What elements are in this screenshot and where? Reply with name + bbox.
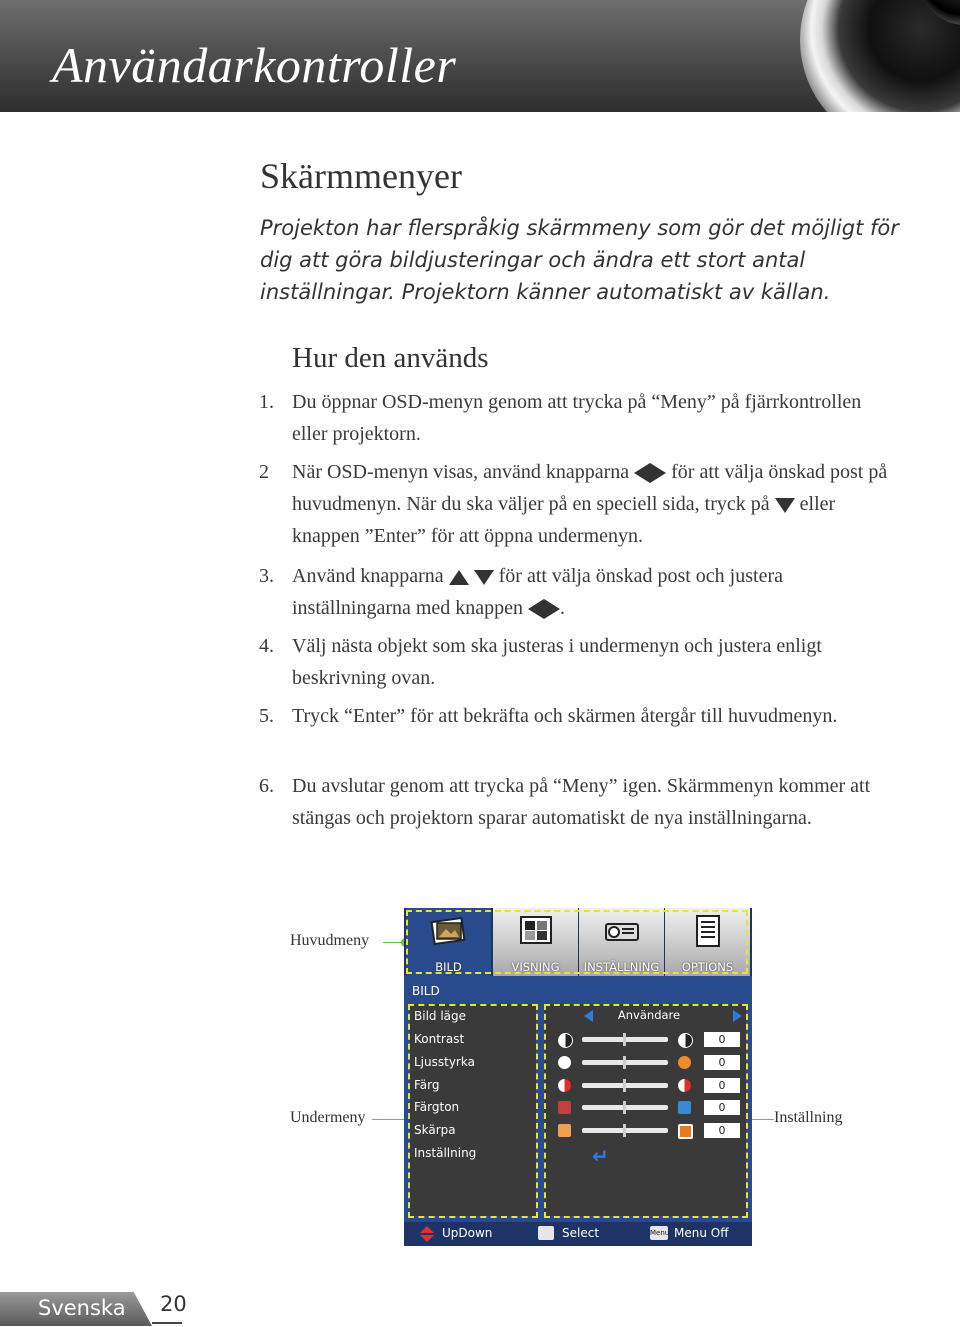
left-arrow-icon (528, 599, 544, 619)
projector-lens-image (800, 0, 960, 112)
menu-key-icon: Menu (650, 1226, 668, 1240)
step-text: Du öppnar OSD-menyn genom att trycka på “Meny” på fjärrkontrollen eller projektorn. (292, 391, 862, 445)
submenu-item[interactable]: Färgton (414, 1100, 460, 1114)
submenu-item[interactable]: Bild läge (414, 1009, 467, 1023)
left-arrow-icon (634, 463, 650, 483)
lens-center (920, 0, 960, 25)
step-text: Du avslutar genom att trycka på “Meny” igen. Skärmmenyn kommer att stängas och projektorn sparar automatiskt de nya inställningarna. (292, 775, 871, 829)
right-arrow-icon (650, 463, 666, 483)
step-3 (259, 560, 899, 624)
step-text (292, 560, 897, 624)
footer-updown-label: UpDown (442, 1226, 493, 1240)
down-arrow-icon (775, 498, 795, 513)
subsection-title: Hur den används (292, 342, 489, 374)
setting-value: 0 (704, 1100, 740, 1115)
step-6 (259, 770, 899, 866)
footer-select-label: Select (562, 1226, 600, 1240)
step-text: Välj nästa objekt som ska justeras i undermenyn och justera enligt beskrivning ovan. (292, 635, 822, 689)
submenu-item[interactable]: Skärpa (414, 1123, 456, 1137)
step-text-part: för att välja önskad post och justera inställningarna med knappen (292, 565, 783, 619)
step-number: 5. (259, 705, 274, 727)
step-2 (259, 456, 899, 556)
tab-label: VISNING (511, 960, 560, 974)
step-text-part: Använd knapparna (292, 565, 444, 587)
osd-tab-bar (404, 908, 752, 976)
setting-value: 0 (704, 1055, 740, 1070)
enter-key-icon (538, 1226, 554, 1240)
language-label: Svenska (38, 1296, 126, 1320)
step-number: 3. (259, 565, 274, 587)
step-4 (259, 630, 899, 694)
setting-value: 0 (704, 1078, 740, 1093)
tab-label: INSTÄLLNING (583, 960, 660, 974)
footer-menu-off-label: Menu Off (674, 1226, 729, 1240)
callout-submenu: Undermeny (290, 1109, 366, 1126)
tab-label: BILD (435, 960, 462, 974)
submenu-highlight (408, 1004, 538, 1218)
setting-highlight (544, 1004, 748, 1218)
step-1 (259, 386, 899, 450)
step-text-part: . (560, 597, 566, 619)
submenu-item[interactable]: Kontrast (414, 1032, 465, 1046)
submenu-header: BILD (412, 984, 440, 998)
page-number-rule (152, 1322, 182, 1324)
step-text: Tryck “Enter” för att bekräfta och skärmen återgår till huvudmenyn. (292, 705, 838, 727)
step-text-part: eller knappen ”Enter” för att öppna undermenyn. (292, 493, 836, 547)
osd-menu-screenshot (404, 908, 752, 1246)
intro-paragraph: Projekton har flerspråkig skärmmeny som gör det möjligt för dig att göra bildjusteringar och ändra ett stort antal inställningar. Projektorn känner automatiskt av källan. (260, 216, 899, 304)
updown-icon (420, 1226, 434, 1242)
submenu-item[interactable]: Färg (414, 1078, 440, 1092)
step-text (292, 456, 897, 552)
step-number: 6. (259, 775, 274, 797)
submenu-item[interactable]: Ljusstyrka (414, 1055, 475, 1069)
section-title: Skärmmenyer (260, 156, 462, 196)
page-header (0, 0, 960, 112)
main-menu-highlight (406, 910, 748, 974)
down-arrow-icon (474, 570, 494, 585)
up-arrow-icon (449, 570, 469, 585)
step-number: 2 (259, 461, 269, 483)
page-header-title: Användarkontroller (52, 37, 457, 93)
step-number: 4. (259, 635, 274, 657)
osd-footer-bar (404, 1222, 752, 1246)
picture-mode-value: Användare (617, 1008, 681, 1022)
setting-value: 0 (704, 1032, 740, 1047)
setting-value: 0 (704, 1123, 740, 1138)
callout-main-menu: Huvudmeny (290, 932, 370, 949)
step-text-part: för att välja önskad post på huvudmenyn. När du ska väljer på en speciell sida, tryck på (292, 461, 888, 515)
right-arrow-icon (544, 599, 560, 619)
step-number: 1. (259, 391, 274, 413)
enter-icon[interactable]: ↵ (592, 1144, 609, 1168)
page-number: 20 (160, 1292, 187, 1316)
callout-setting: Inställning (774, 1109, 843, 1126)
step-text-part: När OSD-menyn visas, använd knapparna (292, 461, 630, 483)
submenu-item[interactable]: Inställning (414, 1146, 477, 1160)
step-5 (259, 700, 899, 764)
tab-label: OPTIONS (681, 960, 734, 974)
